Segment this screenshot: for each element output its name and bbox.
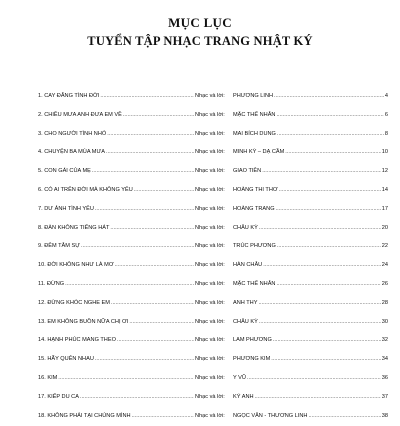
toc-entry-credit-label: Nhạc và lời:	[195, 224, 225, 231]
toc-entry[interactable]	[38, 389, 388, 408]
toc-entry-credit-label: Nhạc và lời:	[195, 337, 225, 344]
toc-entry[interactable]	[38, 182, 388, 201]
toc-entry-page-number: 12	[381, 168, 388, 175]
toc-entry-title: 6. CÓ AI TRÊN ĐỜI MÀ KHÔNG YÊU .....	[38, 186, 194, 194]
toc-entry[interactable]	[38, 220, 388, 239]
toc-entry-title: 17. KIẾP DU CA .....	[38, 393, 194, 401]
toc-entry-title: 9. ĐÊM TÂM SỰ .....	[38, 242, 194, 250]
toc-entry-author: PHƯƠNG KIM .....	[233, 355, 385, 363]
toc-entry-author: ANH THY .....	[233, 299, 385, 307]
toc-entry-title: 3. CHO NGƯỜI TÌNH NHỎ .....	[38, 130, 194, 138]
toc-entry[interactable]	[38, 314, 388, 333]
toc-entry-page-number: 10	[381, 149, 388, 156]
toc-entry-credit-label: Nhạc và lời:	[195, 168, 225, 175]
toc-entry-credit-label: Nhạc và lời:	[195, 186, 225, 193]
toc-entry-title: 8. ĐÀN KHÔNG TIẾNG HÁT .....	[38, 224, 194, 232]
toc-entry-author: LAM PHƯƠNG .....	[233, 336, 385, 344]
toc-entry-author: CHÂU KỲ .....	[233, 224, 385, 232]
toc-entry-author: Y VŨ .....	[233, 374, 385, 382]
toc-entry[interactable]	[38, 163, 388, 182]
toc-entry-title: 14. HẠNH PHÚC MANG THEO .....	[38, 336, 194, 344]
toc-entry-author: GIAO TIÊN .....	[233, 167, 385, 175]
toc-entry-credit-label: Nhạc và lời:	[195, 318, 225, 325]
toc-entry-page-number: 8	[384, 130, 388, 137]
toc-entry[interactable]	[38, 332, 388, 351]
toc-entry-author: HÀN CHÂU .....	[233, 261, 385, 269]
page-title: MỤC LỤC	[168, 15, 232, 30]
toc-entry-author: TRÚC PHƯƠNG .....	[233, 242, 385, 250]
page-subtitle: TUYỂN TẬP NHẠC TRANG NHẬT KÝ	[87, 34, 313, 48]
toc-entry[interactable]	[38, 144, 388, 163]
toc-entry[interactable]	[38, 351, 388, 370]
toc-entry-credit-label: Nhạc và lời:	[195, 205, 225, 212]
toc-entry-credit-label: Nhạc và lời:	[195, 299, 225, 306]
toc-entry-title: 10. ĐỜI KHÔNG NHƯ LÀ MƠ .....	[38, 261, 194, 269]
toc-entry[interactable]	[38, 238, 388, 257]
toc-entry-credit-label: Nhạc và lời:	[195, 149, 225, 156]
toc-entry-author: MINH KỲ – DẠ CẦM .....	[233, 148, 385, 156]
toc-entry-author: MAI BÍCH DUNG .....	[233, 130, 385, 138]
toc-entry-page-number: 6	[384, 111, 388, 118]
toc-entry-title: 5. CON GÁI CỦA MẸ .....	[38, 167, 194, 175]
toc-entry-title: 4. CHUYỆN BA MÙA MƯA .....	[38, 148, 194, 156]
toc-entry-title: 16. KIM .....	[38, 374, 194, 382]
toc-entry[interactable]	[38, 126, 388, 145]
toc-entry-credit-label: Nhạc và lời:	[195, 130, 225, 137]
toc-entry-credit-label: Nhạc và lời:	[195, 243, 225, 250]
toc-entry-page-number: 22	[381, 243, 388, 250]
toc-entry[interactable]	[38, 370, 388, 389]
toc-entry[interactable]	[38, 408, 388, 426]
toc-entry-title: 11. ĐỪNG .....	[38, 280, 194, 288]
toc-entry[interactable]	[38, 276, 388, 295]
toc-entry-title: 12. ĐỪNG KHÓC NGHE EM .....	[38, 299, 194, 307]
toc-entry[interactable]	[38, 295, 388, 314]
toc-entry-page-number: 26	[381, 280, 388, 287]
toc-entry-page-number: 4	[384, 93, 388, 99]
table-of-contents	[38, 88, 388, 426]
toc-entry[interactable]	[38, 201, 388, 220]
toc-entry-credit-label: Nhạc và lời:	[195, 356, 225, 363]
toc-entry[interactable]	[38, 107, 388, 126]
toc-entry-page-number: 28	[381, 299, 388, 306]
toc-entry-title: 15. HÃY QUÊN NHAU .....	[38, 355, 194, 363]
toc-entry-page-number: 14	[381, 186, 388, 193]
toc-entry-page-number: 17	[381, 205, 388, 212]
toc-entry-author: NGỌC VÂN - THƯƠNG LINH .....	[233, 412, 385, 420]
toc-entry-title: 7. DƯ ẢNH TÌNH YÊU .....	[38, 205, 194, 213]
toc-entry-page-number: 37	[381, 393, 388, 400]
toc-entry-credit-label: Nhạc và lời:	[195, 280, 225, 287]
toc-entry-page-number: 34	[381, 356, 388, 363]
toc-entry-page-number: 38	[381, 412, 388, 419]
toc-entry-author: CHÂU KỲ .....	[233, 318, 385, 326]
toc-entry-title: 2. CHIỀU MƯA ANH ĐƯA EM VỀ .....	[38, 111, 194, 119]
toc-entry-title: 1. CAY ĐẮNG TÌNH ĐỜI .....	[38, 92, 194, 100]
toc-entry-credit-label: Nhạc và lời:	[195, 262, 225, 269]
toc-entry-credit-label: Nhạc và lời:	[195, 412, 225, 419]
toc-entry-author: KÝ ANH .....	[233, 393, 385, 401]
toc-entry-page-number: 32	[381, 337, 388, 344]
toc-entry-credit-label: Nhạc và lời:	[195, 393, 225, 400]
toc-entry-author: HOÀNG TRANG .....	[233, 205, 385, 213]
toc-entry-author: MẶC THẾ NHÂN .....	[233, 280, 385, 288]
toc-entry-page-number: 20	[381, 224, 388, 231]
toc-entry-title: 18. KHÔNG PHẢI TẠI CHÚNG MÌNH .....	[38, 412, 194, 420]
toc-entry-page-number: 24	[381, 262, 388, 269]
toc-entry-page-number: 30	[381, 318, 388, 325]
toc-entry-credit-label: Nhạc và lời:	[195, 111, 225, 118]
toc-entry-author: PHƯƠNG LINH .....	[233, 92, 385, 100]
toc-entry-author: MẶC THẾ NHÂN .....	[233, 111, 385, 119]
toc-entry-author: HOÀNG THI THƠ .....	[233, 186, 385, 194]
toc-entry[interactable]	[38, 88, 388, 107]
toc-entry-page-number: 36	[381, 374, 388, 381]
toc-entry-credit-label: Nhạc và lời:	[195, 374, 225, 381]
toc-entry-title: 13. EM KHÔNG BUỒN NỮA CHỊ ƠI .....	[38, 318, 194, 326]
toc-entry-credit-label: Nhạc và lời:	[195, 93, 225, 99]
toc-entry[interactable]	[38, 257, 388, 276]
